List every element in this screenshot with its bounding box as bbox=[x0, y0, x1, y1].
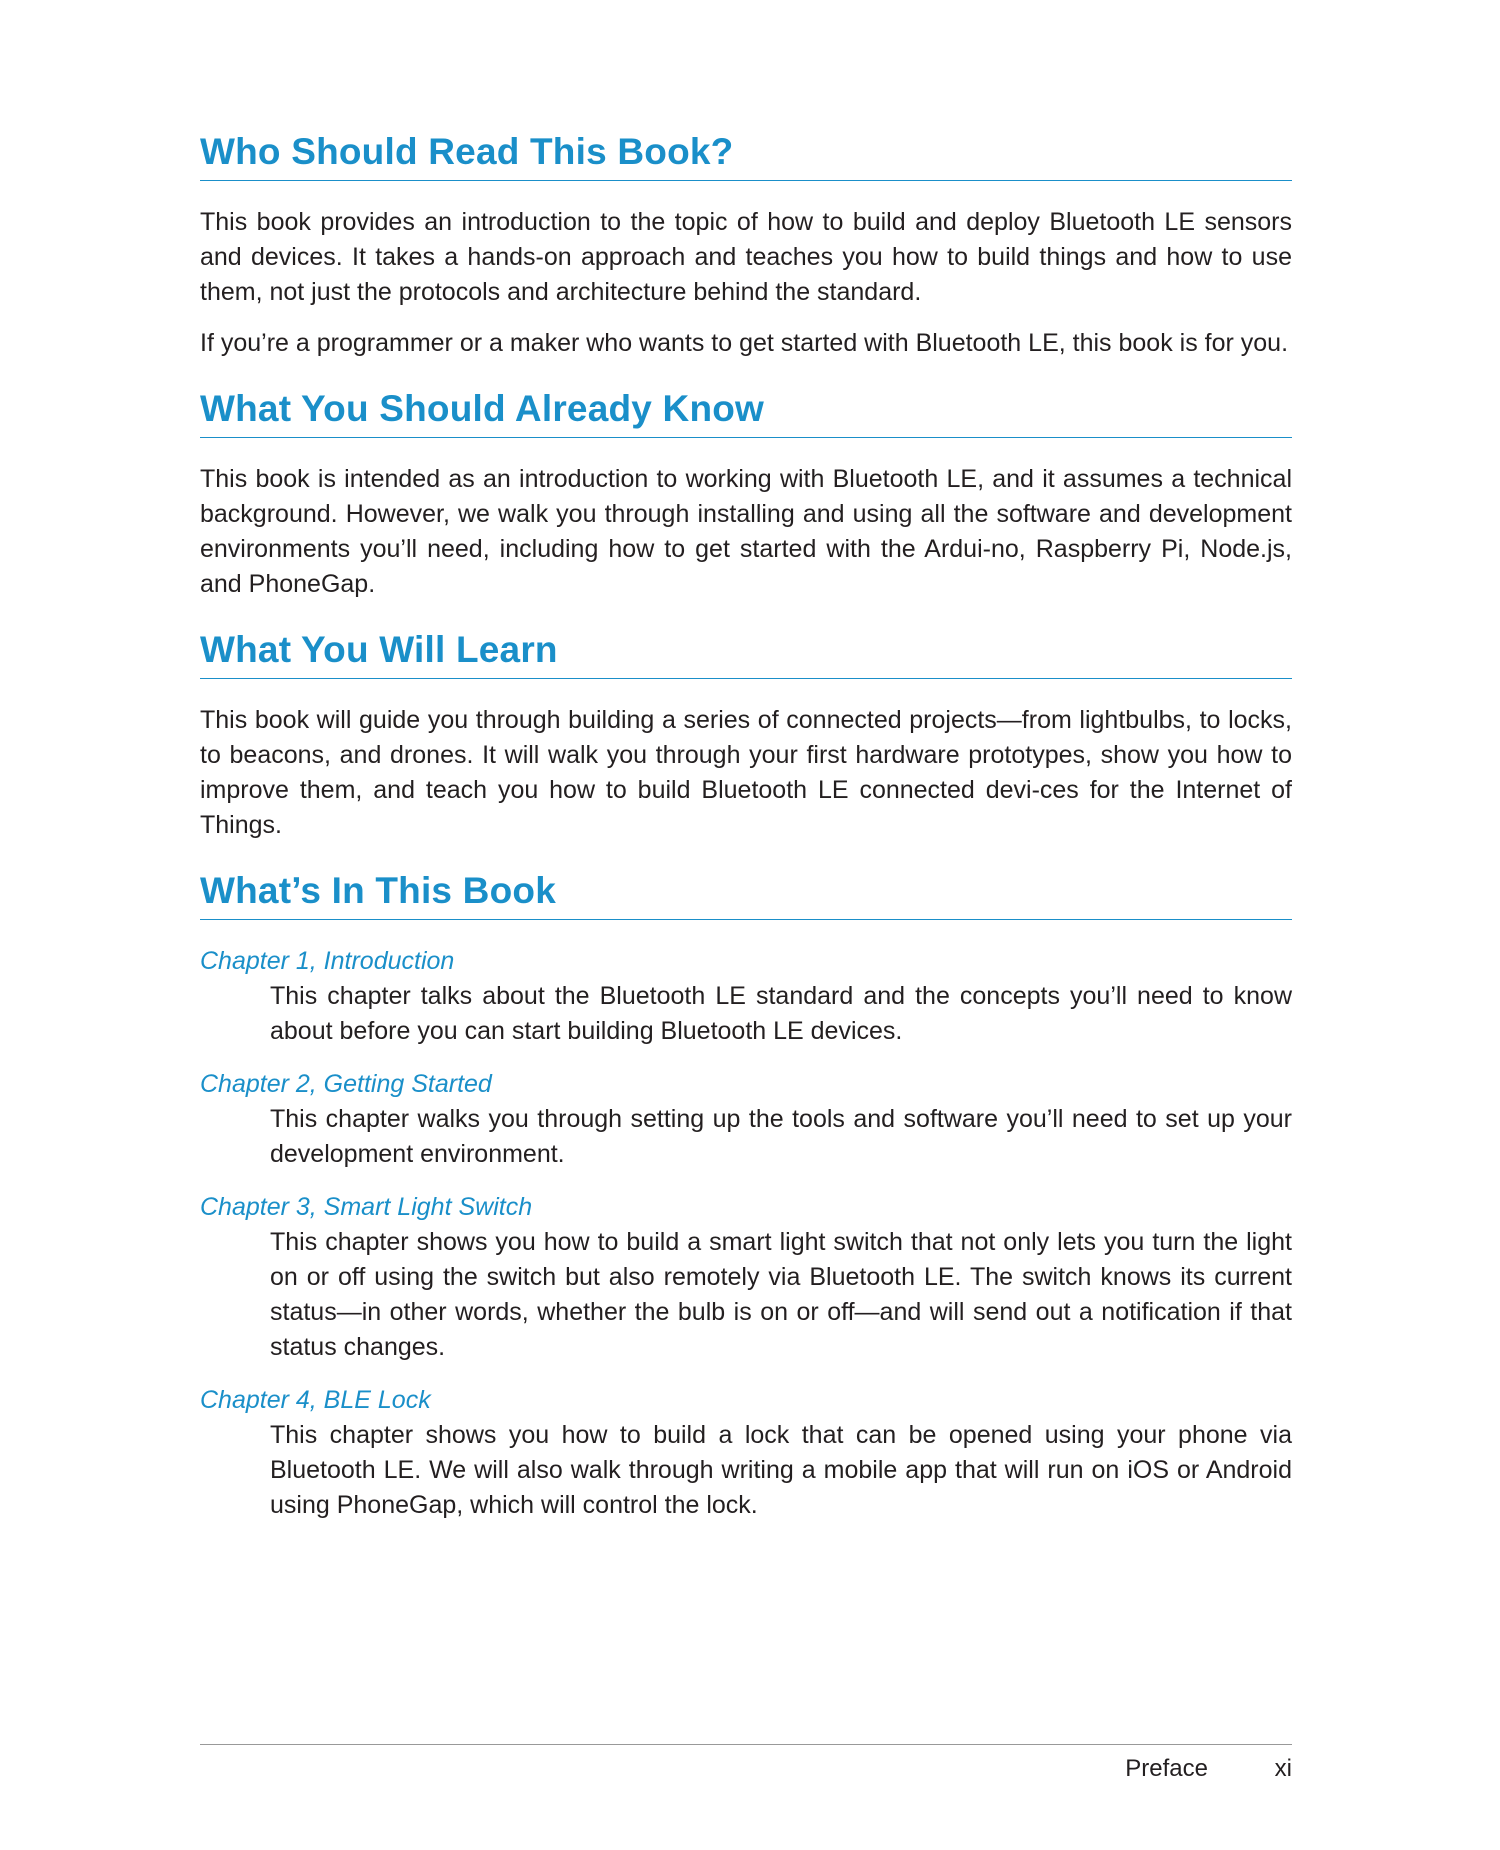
chapter-description: This chapter talks about the Bluetooth LE standard and the concepts you’ll need to know about before you can start building Bluetooth LE devices. bbox=[270, 982, 1292, 1045]
chapter-title[interactable]: Chapter 3, Smart Light Switch bbox=[200, 1193, 533, 1221]
footer-section-name: Preface bbox=[1125, 1755, 1208, 1782]
paragraph: This book is intended as an introduction to working with Bluetooth LE, and it assumes a technical background. However, we walk you through installing and using all the software and development environments you’ll need, including how to get started with the Ardui-no, Raspberry Pi, Node.js, and PhoneGap. bbox=[200, 465, 1292, 598]
section-whats-in-this-book bbox=[200, 869, 1292, 1523]
section-heading: What You Should Already Know bbox=[200, 387, 1292, 438]
chapter-description: This chapter shows you how to build a smart light switch that not only lets you turn the light on or off using the switch but also remotely via Bluetooth LE. The switch knows its current status—in other words, whether the bulb is on or off—and will send out a notification if that status changes. bbox=[270, 1228, 1292, 1361]
paragraph: If you’re a programmer or a maker who wants to get started with Bluetooth LE, this book is for you. bbox=[200, 329, 1289, 357]
chapter-entry bbox=[200, 1383, 1292, 1523]
paragraph: This book will guide you through building a series of connected projects—from lightbulbs, to locks, to beacons, and drones. It will walk you through your first hardware prototypes, show you how to improve them, and teach you how to build Bluetooth LE connected devi-ces for the Internet of Things. bbox=[200, 706, 1292, 839]
section-heading: Who Should Read This Book? bbox=[200, 130, 1292, 181]
section-heading: What’s In This Book bbox=[200, 869, 1292, 920]
page-content bbox=[200, 130, 1292, 1549]
chapter-description: This chapter walks you through setting up the tools and software you’ll need to set up your development environment. bbox=[270, 1105, 1292, 1168]
paragraph: This book provides an introduction to the topic of how to build and deploy Bluetooth LE sensors and devices. It takes a hands-on approach and teaches you how to build things and how to use them, not just the protocols and architecture behind the standard. bbox=[200, 208, 1292, 306]
section-what-you-will-learn bbox=[200, 628, 1292, 843]
chapter-title[interactable]: Chapter 4, BLE Lock bbox=[200, 1386, 431, 1414]
chapter-description: This chapter shows you how to build a lock that can be opened using your phone via Bluetooth LE. We will also walk through writing a mobile app that will run on iOS or Android using PhoneGap, which will control the lock. bbox=[270, 1421, 1292, 1519]
chapter-entry bbox=[200, 944, 1292, 1049]
section-what-you-should-know bbox=[200, 387, 1292, 602]
chapter-entry bbox=[200, 1067, 1292, 1172]
chapter-entry bbox=[200, 1190, 1292, 1365]
chapter-title[interactable]: Chapter 1, Introduction bbox=[200, 947, 455, 975]
section-who-should-read bbox=[200, 130, 1292, 361]
section-heading: What You Will Learn bbox=[200, 628, 1292, 679]
footer-divider bbox=[200, 1744, 1292, 1745]
footer-page-number: xi bbox=[1274, 1755, 1292, 1782]
chapter-title[interactable]: Chapter 2, Getting Started bbox=[200, 1070, 492, 1098]
